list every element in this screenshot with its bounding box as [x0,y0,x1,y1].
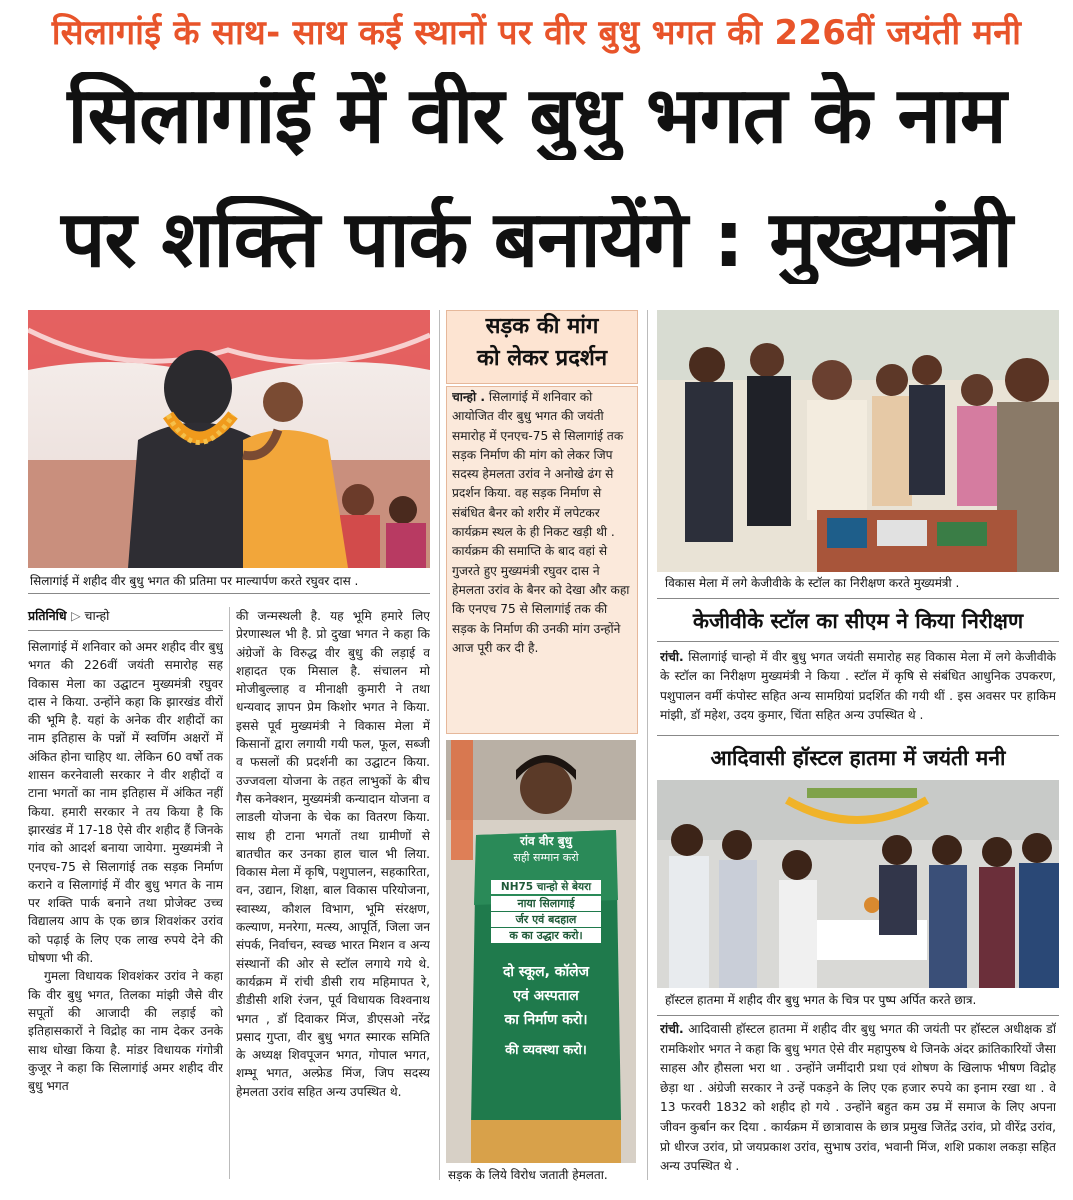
main-headline-line-2 [0,196,1073,284]
column-divider-1 [229,607,230,1179]
kgvk-subheading: केजीवीके स्टॉल का सीएम ने किया निरीक्षण [692,609,1024,633]
hostel-dateline: रांची. [660,1022,684,1036]
photo-protester-banner [446,740,636,1163]
byline-place: चान्हो [84,608,110,623]
photo-statue-garlanding [28,310,430,568]
column-divider-2 [439,310,440,1180]
banner-text-1: रांव वीर बुधु [520,834,572,848]
photo-kgvk-stall [657,310,1059,572]
side-box-heading-line-2: को लेकर प्रदर्शन [476,346,608,371]
stall-photo-illustration [657,310,1059,572]
main-story-column-1 [28,638,223,1178]
byline-separator-icon: ▷ [70,608,85,623]
kicker-headline-text: सिलागांई के साथ- साथ कई स्थानों पर वीर बुधु भगत की 226वीं जयंती मनी [51,13,1022,53]
main-headline-line-1 [0,72,1073,160]
photo-caption-statue: सिलागांई में शहीद वीर बुधु भगत की प्रतिमा पर माल्यार्पण करते रघुवर दास . [30,574,359,588]
side-box-dateline: चान्हो . [452,390,486,404]
main-story-paragraph-3: की जन्मस्थली है. यह भूमि हमारे लिए प्रेरणास्थल भी है. प्रो दुखा भगत ने कहा कि अंग्रेजों के विरुद्ध वीर बुधु की लड़ाई व शहादत एक मिसाल है. संचालन मो मोजीबुल्लाह व मीनाक्षी कुमारी ने तथा धन्यवाद ज्ञापन प्रेम किशोर भगत ने किया. इससे पूर्व मुख्यमंत्री ने विकास मेला में किसानों द्वारा लगायी गयी फल, फूल, सब्जी व फसलों की प्रदर्शनी का उद्घाटन किया. उज्जवला योजना के तहत लाभुकों के बीच गैस कनेक्शन, मुख्यमंत्री कन्यादान योजना व लाडली योजना के चेक का वितरण किया. साथ ही टाना भगतों तथा ग्रामीणों से बातचीत कर उनका हाल चाल भी लिया. विकास मेला में कृषि, पशुपालन, सहकारिता, वन, उद्यान, शिक्षा, बाल विकास परियोजना, स्वास्थ्य, कौशल विभाग, भूमि संरक्षण, कल्याण, मनरेगा, मत्स्य, आपूर्ति, जिला जन संपर्क, निर्वाचन, स्वच्छ भारत मिशन व अन्य संस्थानों की ओर से स्टॉल लगाये गये थे. कार्यक्रम में रांची डीसी राय महिमापत रे, डीडीसी शशि रंजन, पूर्व विधायक विश्वनाथ भगत , डॉ दिवाकर मिंज, डीएसओ नरेंद्र प्रसाद गुप्ता, वीर बुधु भगत स्मारक समिति के अध्यक्ष शिवपूजन भगत, गोपाल भगत, शम्भू भगत, अल्फ्रेड मिंज, जिप सदस्य हेमलता उरांव सहित अन्य उपस्थित थे. [236,609,430,1099]
hostel-subheading: आदिवासी हॉस्टल हातमा में जयंती मनी [710,746,1006,770]
right-rule-3 [657,735,1059,736]
side-box-heading [446,310,638,384]
statue-photo-illustration [28,310,430,568]
hostel-story [660,1020,1056,1184]
main-headline-line-2-text: पर शक्ति पार्क बनायेंगे : मुख्यमंत्री [61,196,1012,284]
caption-rule [28,593,430,594]
right-rule-4 [657,1015,1059,1016]
photo-caption-protester: सड़क के लिये विरोध जताती हेमलता. [448,1168,608,1182]
kgvk-story [660,648,1056,730]
main-headline-line-1-text: सिलागांई में वीर बुधु भगत के नाम [67,72,1006,160]
banner-text-2: सही सम्मान करो [513,851,579,864]
byline-label: प्रतिनिधि [28,608,67,623]
photo-caption-hostel: हॉस्टल हातमा में शहीद वीर बुधु भगत के चित्र पर पुष्प अर्पित करते छात्र. [665,993,977,1007]
kicker-headline [0,8,1073,54]
banner-text-5: र्जर एवं बदहाल [491,912,601,927]
protester-photo-illustration [446,740,636,1163]
right-rule-2 [657,641,1059,642]
main-story-column-2 [236,607,430,1180]
photo-caption-kgvk: विकास मेला में लगे केजीवीके के स्टॉल का निरीक्षण करते मुख्यमंत्री . [665,576,960,590]
hostel-photo-illustration [657,780,1059,988]
photo-hostel-tribute [657,780,1059,988]
side-box-heading-line-1: सड़क की मांग [485,314,599,339]
banner-text-4: नाया सिलागाई [491,896,601,911]
banner-text-8: एवं अस्पताल [513,988,579,1004]
byline-rule [28,630,223,631]
column-divider-3 [647,310,648,1180]
banner-text-7: दो स्कूल, कॉलेज [502,964,590,980]
right-rule-1 [657,598,1059,599]
kgvk-dateline: रांची. [660,650,684,664]
byline [28,607,109,624]
main-story-paragraph-2: गुमला विधायक शिवशंकर उरांव ने कहा कि वीर बुधु भगत, तिलका मांझी जैसे वीर सपूतों की आजादी की लड़ाई को इतिहासकारों ने विद्रोह का नाम देकर उनके साथ धोखा किया है. मांडर विधायक गंगोत्री कुजूर ने कहा कि सिलागांई अमर शहीद वीर बुधु भगत [28,969,223,1094]
side-box-text [452,388,632,730]
hostel-body-text: आदिवासी हॉस्टल हातमा में शहीद वीर बुधु भगत की जयंती पर हॉस्टल अधीक्षक डॉ रामकिशोर भगत ने कहा कि बुधु भगत ऐसे वीर महापुरुष थे जिनके अंदर क्रांतिकारियों जैसा साहस और हौसला भरा था . उन्होंने जमींदारी प्रथा एवं शोषण के खिलाफ भीषण विद्रोह छेड़ा था . अंग्रेजी सरकार ने उन्हें पकड़ने के लिए एक हजार रुपये का इनाम रखा था . वे 13 फरवरी 1832 को शहीद हो गये . उन्होंने बहुत कम उम्र में समाज के लिए अपना जीवन कुर्बान कर दिया . कार्यक्रम में छात्रावास के छात्र प्रमुख जितेंद्र उरांव, प्रो वीरेंद्र उरांव, प्रो धीरज उरांव, प्रो जयप्रकाश उरांव, सुभाष उरांव, भवानी मिंज, शशि प्रकाश लकड़ा सहित अन्य उपस्थित थे . [660,1022,1056,1174]
banner-text-9: का निर्माण करो। [504,1012,588,1028]
kgvk-body-text: सिलागांई चान्हो में वीर बुधु भगत जयंती समारोह सह विकास मेला में लगे केजीवीके के स्टॉल का निरीक्षण मुख्यमंत्री ने किया . स्टॉल में कृषि से संबंधित आधुनिक उपकरण, पशुपालन वर्मी कंपोस्ट सहित अन्य सामग्रियां प्रदर्शित की गयी थीं . इस अवसर पर हाकिम मांझी, डॉ महेश, उदय कुमार, चिंता सहित अन्य उपस्थित थे . [660,650,1056,723]
banner-text-6: क का उद्धार करो। [491,928,601,943]
main-story-paragraph-1: सिलागांई में शनिवार को अमर शहीद वीर बुधु भगत की 226वीं जयंती समारोह सह विकास मेला का उद्घाटन मुख्यमंत्री रघुवर दास ने किया. उन्होंने कहा कि झारखंड वीरों की भूमि है. यहां के अनेक वीर शहीदों का नाम इतिहास के पन्नों में स्वर्णिम अक्षरों में अंकित होना चाहिए था. लेकिन 60 वर्षो तक शासन करनेवाली सरकार ने वीर शहीदों व टाना भगतों का नाम इतिहास में अंकित नहीं किया. हमारी सरकार ने तय किया है कि झारखंड में 17-18 ऐसे वीर शहीद हैं जिनके गांव को आदर्श बनाया जायेगा. मुख्यमंत्री ने एनएच-75 से सिलागांई तक सड़क निर्माण कराने व सिलागांई में वीर बुधु भगत के नाम पर शक्ति पार्क बनाने तथा प्रोजेक्ट उच्च विद्यालय आप के एक छात्र शिवशंकर उरांव को पढ़ाई के लिए एक लाख रुपये देने की घोषणा भी की. [28,640,223,966]
side-box-body-text: सिलागांई में शनिवार को आयोजित वीर बुधु भगत की जयंती समारोह में एनएच-75 से सिलागांई तक सड़क निर्माण की मांग को लेकर जिप सदस्य हेमलता उरांव ने अनोखे ढंग से प्रदर्शन किया. वह सड़क निर्माण से संबंधित बैनर को शरीर में लपेटकर कार्यक्रम स्थल के ही निकट खड़ी थी . कार्यक्रम की समाप्ति के बाद वहां से गुजरते हुए मुख्यमंत्री रघुवर दास ने हेमलता उरांव के बैनर को देखा और कहा कि एनएच 75 से सिलागांई तक की सड़क के निर्माण की उनकी मांग उन्होंने आज पूरी कर दी है. [452,390,630,655]
banner-text-3: NH75 चान्हो से बेयरा [491,880,601,894]
banner-text-10: की व्यवस्था करो। [505,1043,587,1058]
